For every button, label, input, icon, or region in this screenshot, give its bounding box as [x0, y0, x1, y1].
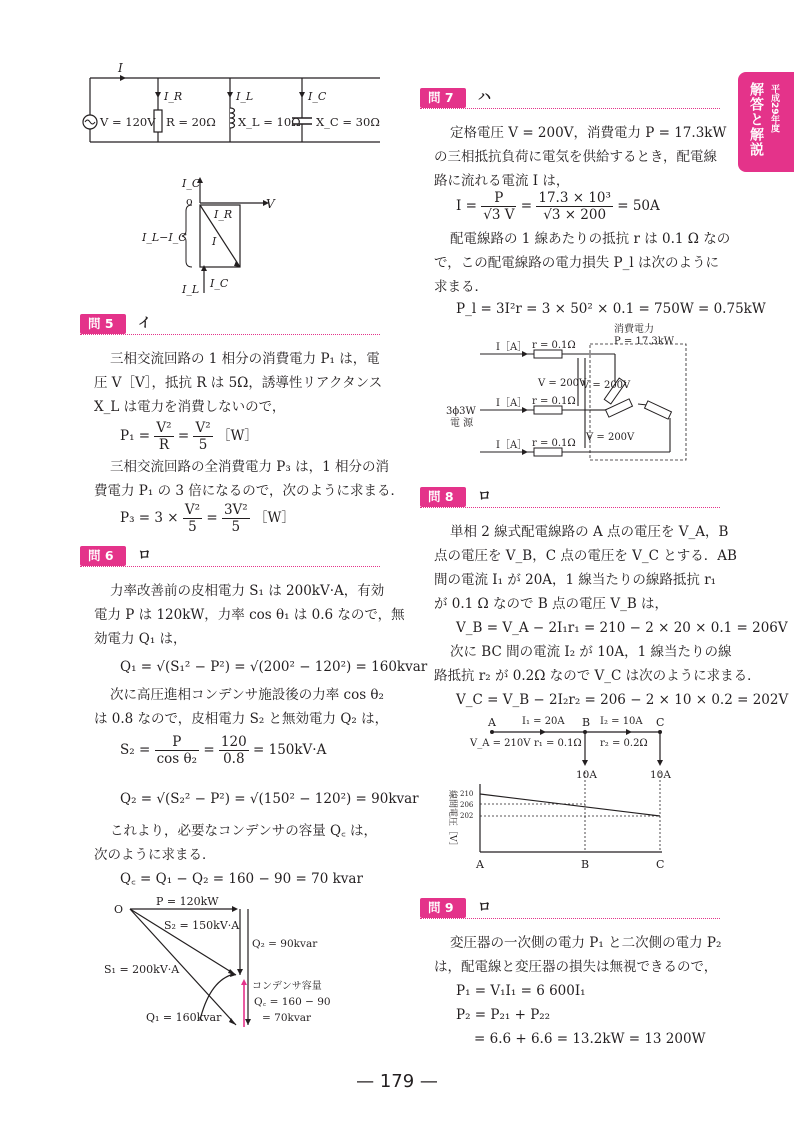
current-I-label: I [118, 61, 123, 75]
q5-eq1-den1: R [158, 437, 170, 453]
source-label-2: 電 源 [450, 418, 474, 429]
q5-text-1: 三相交流回路の 1 相分の消費電力 P₁ は，電 [110, 351, 380, 367]
phasor-origin-label: o [186, 195, 193, 208]
q5-eq2-num1: V² [184, 502, 201, 518]
q6-equation-4: Q꜀ = Q₁ − Q₂ = 160 − 90 = 70 kvar [120, 871, 363, 887]
q5-eq2-lhs: P₃ = 3 × [120, 510, 179, 526]
q9-equation-2: P₂ = P₂₁ + P₂₂ [456, 1007, 551, 1023]
phasor-V-label: V [266, 197, 275, 211]
phasor-IL-label: I_L [182, 283, 200, 296]
line3-resistance-label: r = 0.1Ω [532, 438, 576, 449]
triangle-Q1-label: Q₁ = 160kvar [146, 1011, 222, 1024]
voltage-label-1: V = 200V [538, 378, 587, 389]
q6-eq2-lhs: S₂ = [120, 742, 151, 758]
x-tick-C: C [656, 858, 665, 871]
question-8-label: 問 8 [420, 487, 466, 507]
q5-eq2-num2: 3V² [223, 502, 248, 518]
line1-resistance-label: r = 0.1Ω [532, 340, 576, 351]
q7-eq1-lhs: I = [456, 198, 477, 214]
resistance-r2-label: r₂ = 0.2Ω [600, 738, 648, 749]
voltage-label-3: V = 200V [586, 432, 635, 443]
q7-text-5: で，この配電線路の電力損失 P_l は次のように [434, 255, 719, 271]
page-number: — 179 — [356, 1071, 438, 1092]
q7-equation-1 [456, 190, 660, 223]
triangle-P-label: P = 120kW [156, 895, 219, 908]
q5-text-4: 三相交流回路の全消費電力 P₃ は，1 相分の消 [110, 459, 389, 475]
q5-eq1-num2: V² [195, 420, 211, 436]
q5-text-3: X_L は電力を消費しないので， [94, 399, 286, 415]
q5-eq2-den2: 5 [231, 519, 241, 535]
question-7-rule [420, 108, 720, 109]
question-6-answer: ロ [138, 548, 152, 563]
q6-equation-3: Q₂ = √(S₂² − P²) = √(150² − 120²) = 90kvar [120, 791, 419, 807]
q7-text-4: 配電線路の 1 線あたりの抵抗 r は 0.1 Ω なの [450, 231, 731, 247]
line1-current-label: I［A］ [496, 342, 528, 353]
phasor-diagram [140, 175, 290, 300]
question-6-label: 問 6 [80, 546, 126, 566]
q5-eq2-unit: ［W］ [254, 510, 295, 526]
q6-eq2-rhs: = 150kV·A [253, 742, 327, 758]
q8-equation-2: V_C = V_B − 2I₂r₂ = 206 − 2 × 10 × 0.2 = 202V [456, 692, 789, 708]
q5-eq1-lhs: P₁ = [120, 428, 151, 444]
phasor-IL-IC-label: I_L−I_C [142, 231, 187, 244]
resistance-r1-label: r₁ = 0.1Ω [534, 738, 582, 749]
q5-equation-2 [120, 502, 295, 535]
line2-resistance-label: r = 0.1Ω [532, 396, 576, 407]
load-power-label-1: 消費電力 [614, 324, 654, 335]
phasor-I-label: I [212, 235, 217, 248]
question-7-answer: ハ [478, 90, 492, 105]
question-5-answer: イ [138, 316, 152, 331]
question-9-answer: ロ [478, 900, 492, 915]
q6-eq2-den1: cos θ₂ [156, 751, 198, 767]
parallel-circuit-diagram [80, 60, 390, 160]
q5-eq2-den1: 5 [188, 519, 197, 535]
q5-equation-1 [120, 420, 258, 453]
q8-text-1: 単相 2 線式配電線路の A 点の電圧を V_A，B [450, 524, 729, 540]
q6-text-3: 効電力 Q₁ は， [94, 631, 187, 647]
q7-equation-2: P_l = 3I²r = 3 × 50² × 0.1 = 750W = 0.75kW [456, 301, 766, 317]
current-I2-label: I₂ = 10A [600, 716, 643, 727]
q6-text-4: 次に高圧進相コンデンサ施設後の力率 cos θ₂ [110, 687, 384, 703]
voltage-label-2: V = 200V [582, 380, 631, 391]
q6-eq2-den2: 0.8 [223, 751, 245, 767]
node-B-label: B [582, 716, 591, 729]
section-tab [738, 72, 794, 172]
question-9-rule [420, 918, 720, 919]
triangle-Qc-label-2: = 70kvar [262, 1012, 312, 1024]
node-C-label: C [656, 716, 665, 729]
y-tick-210: 210 [460, 790, 474, 798]
question-9-label: 問 9 [420, 898, 466, 918]
current-IL-label: I_L [236, 90, 254, 103]
section-tab-year: 平成29年度 [769, 84, 779, 133]
q8-text-4: が 0.1 Ω なので B 点の電圧 V_B は， [434, 596, 669, 612]
question-6-rule [80, 566, 380, 567]
triangle-origin-label: O [114, 903, 124, 916]
q7-eq1-den1: √3 V [483, 207, 515, 223]
q9-text-1: 変圧器の一次側の電力 P₁ と二次側の電力 P₂ [450, 935, 722, 951]
inductor-symbol [230, 108, 235, 128]
capacitor-capacity-label: コンデンサ容量 [252, 981, 322, 992]
question-5-rule [80, 334, 380, 335]
voltage-VA-label: V_A = 210V [470, 738, 531, 749]
x-tick-A: A [476, 858, 484, 871]
current-IR-label: I_R [164, 90, 183, 103]
load-C-current-label: 10A [650, 769, 671, 781]
q8-text-6: 路抵抗 r₂ が 0.2Ω なので V_C は次のように求まる． [434, 668, 761, 684]
q7-text-2: の三相抵抗負荷に電気を供給するとき，配電線 [434, 149, 717, 165]
three-phase-circuit-diagram [440, 322, 700, 470]
q6-text-5: は 0.8 なので，皮相電力 S₂ と無効電力 Q₂ は， [94, 711, 389, 727]
inductive-reactance-label: X_L = 10Ω [238, 115, 301, 129]
x-tick-B: B [581, 858, 590, 871]
q7-eq1-num1: P [481, 190, 516, 207]
q7-eq1-num2: 17.3 × 10³ [538, 190, 611, 206]
q8-text-5: 次に BC 間の電流 I₂ が 10A，1 線当たりの線 [450, 644, 732, 660]
q6-eq2-num2: 120 [220, 734, 247, 750]
node-A-label: A [488, 716, 496, 729]
source-label-1: 3ϕ3W [446, 406, 476, 417]
section-tab-label: 解答と解説 [748, 82, 764, 157]
line3-current-label: I［A］ [496, 440, 528, 451]
triangle-Qc-label-1: Q꜀ = 160 − 90 [254, 996, 331, 1008]
q5-text-5: 費電力 P₁ の 3 倍になるので，次のように求まる． [94, 483, 404, 499]
q7-eq1-rhs: = 50A [617, 198, 660, 214]
q8-equation-1: V_B = V_A − 2I₁r₁ = 210 − 2 × 20 × 0.1 = 206V [456, 620, 788, 636]
voltage-label: V = 120V [100, 115, 156, 129]
q6-text-6: これより，必要なコンデンサの容量 Q꜀ は， [110, 823, 378, 839]
q5-eq1-unit: ［W］ [216, 428, 258, 444]
q5-eq2-equals: = [206, 510, 218, 526]
question-5-label: 問 5 [80, 314, 126, 334]
q6-eq2-equals: = [203, 742, 215, 758]
current-IC-label: I_C [308, 90, 327, 103]
q5-eq1-num1: V² [156, 420, 172, 436]
q7-text-1: 定格電圧 V = 200V，消費電力 P = 17.3kW [450, 125, 727, 141]
q6-text-7: 次のように求まる． [94, 847, 216, 863]
question-8-rule [420, 507, 720, 508]
capacitive-reactance-label: X_C = 30Ω [316, 115, 380, 129]
power-triangle-diagram [100, 895, 350, 1035]
triangle-Q2-label: Q₂ = 90kvar [252, 938, 318, 950]
q9-equation-3: = 6.6 + 6.6 = 13.2kW = 13 200W [474, 1031, 706, 1047]
q8-text-3: 間の電流 I₁ が 20A，1 線当たりの線路抵抗 r₁ [434, 572, 717, 588]
q9-equation-1: P₁ = V₁I₁ = 6 600I₁ [456, 983, 586, 999]
y-tick-202: 202 [460, 812, 474, 820]
phasor-IC-bottom-label: I_C [210, 277, 229, 290]
q5-text-2: 圧 V［V］，抵抗 R は 5Ω，誘導性リアクタンス [94, 375, 383, 391]
q7-eq1-equals: = [520, 198, 533, 214]
question-8-answer: ロ [478, 489, 492, 504]
q6-text-1: 力率改善前の皮相電力 S₁ は 200kV·A，有効 [110, 583, 385, 599]
q6-equation-1: Q₁ = √(S₁² − P²) = √(200² − 120²) = 160kvar [120, 659, 428, 675]
q7-text-3: 路に流れる電流 I は， [434, 173, 570, 189]
load-power-label-2: P = 17.3kW [614, 336, 675, 347]
triangle-S2-label: S₂ = 150kV·A [164, 919, 240, 932]
voltage-drop-diagram [440, 712, 690, 877]
q6-eq2-num1: P [155, 734, 199, 751]
triangle-S1-label: S₁ = 200kV·A [104, 963, 180, 976]
question-7-label: 問 7 [420, 88, 466, 108]
q5-eq1-equals: = [177, 428, 190, 444]
line2-current-label: I［A］ [496, 398, 528, 409]
phasor-IR-label: I_R [214, 208, 233, 221]
q7-eq1-den2: √3 × 200 [543, 207, 607, 223]
current-I1-label: I₁ = 20A [522, 716, 565, 727]
q7-text-6: 求まる． [434, 279, 488, 295]
load-B-current-label: 10A [576, 769, 597, 781]
q5-eq1-den2: 5 [198, 437, 208, 453]
q6-text-2: 電力 P は 120kW，力率 cos θ₁ は 0.6 なので，無 [94, 607, 405, 623]
phasor-IC-top-label: I_C [182, 177, 201, 190]
y-axis-label: 線間電圧［V］ [447, 790, 457, 851]
y-tick-206: 206 [460, 801, 474, 809]
q6-equation-2 [120, 734, 326, 767]
q9-text-2: は，配電線と変圧器の損失は無視できるので， [434, 959, 718, 975]
resistance-label: R = 20Ω [166, 115, 216, 129]
q8-text-2: 点の電圧を V_B，C 点の電圧を V_C とする．AB [434, 548, 737, 564]
